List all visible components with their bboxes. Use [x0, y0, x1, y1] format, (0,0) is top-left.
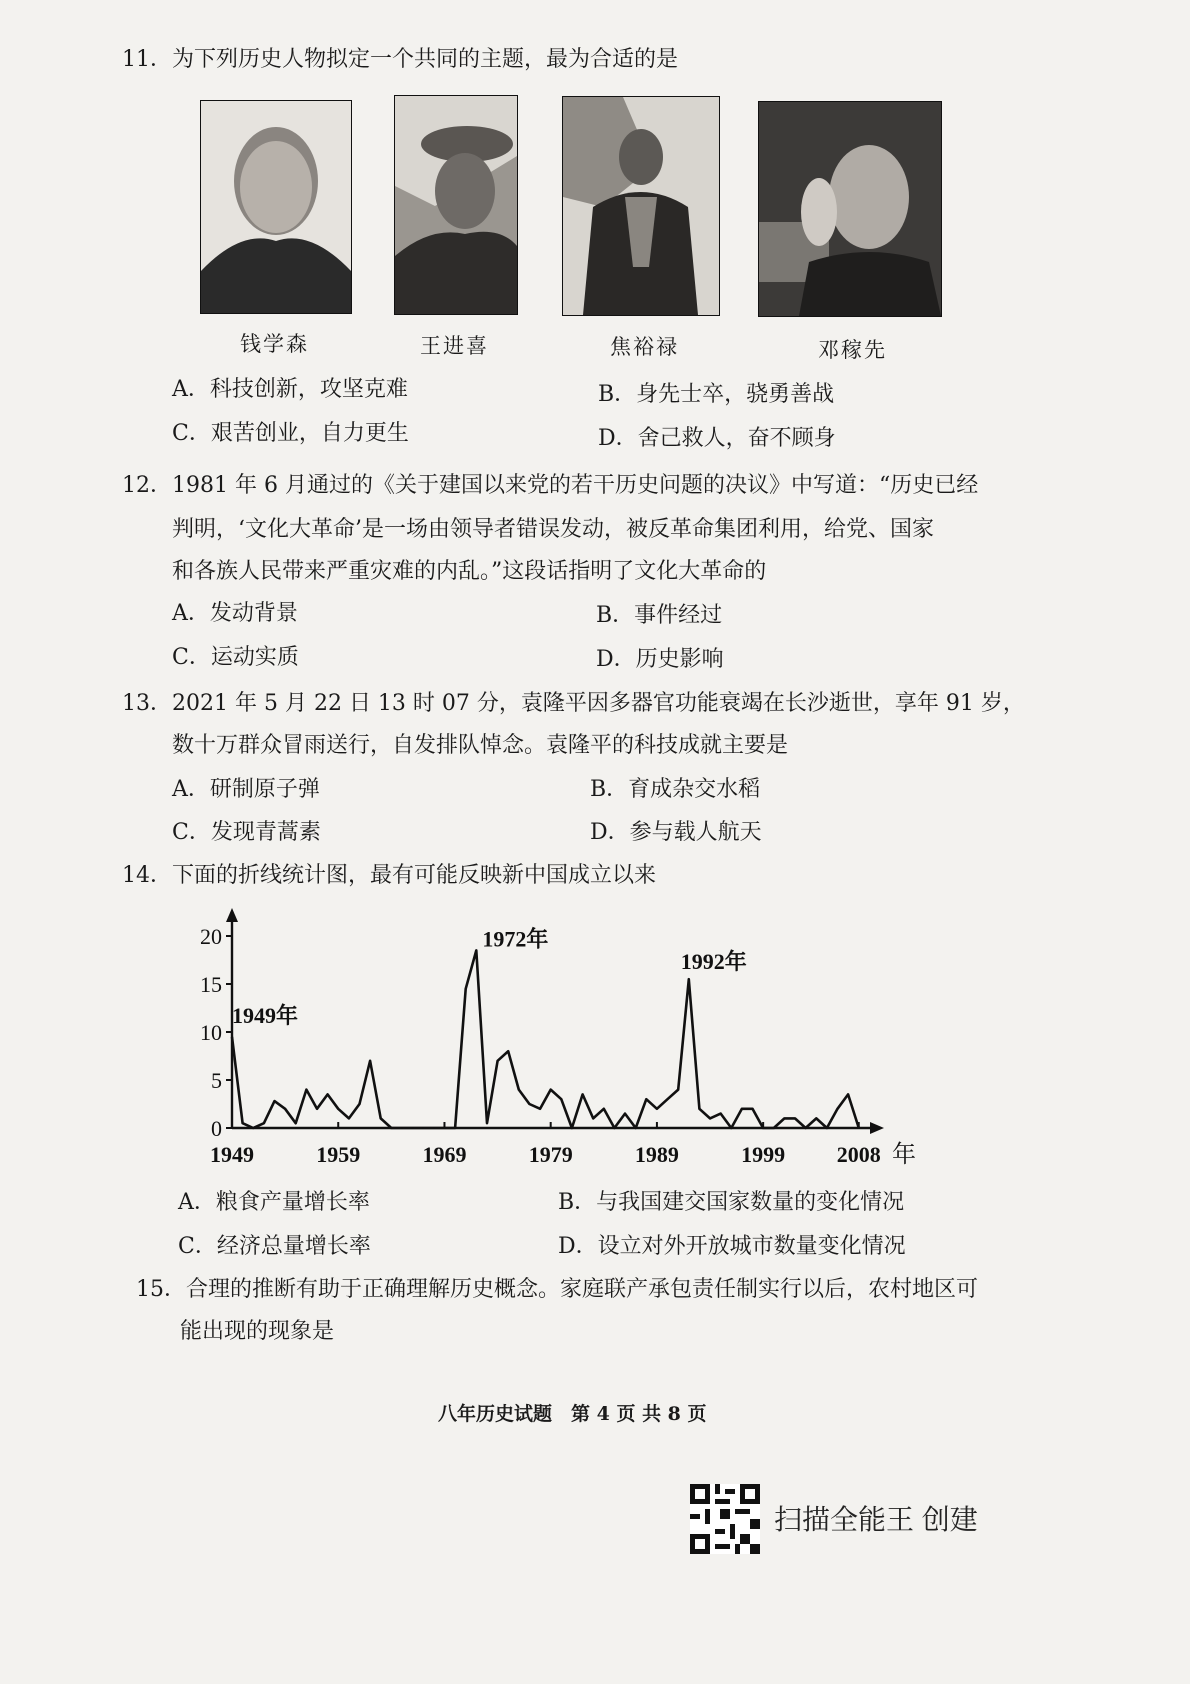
portrait-icon	[563, 97, 719, 315]
q11-option-d[interactable]: D．舍己救人，奋不顾身	[598, 426, 836, 451]
data-point	[858, 1127, 860, 1129]
data-point	[677, 1089, 679, 1091]
q13-option-d[interactable]: D．参与载人航天	[590, 820, 762, 845]
data-point	[507, 1050, 509, 1052]
y-tick-label: 20	[200, 924, 222, 949]
chart-annotation: 1949年	[232, 1002, 299, 1028]
data-point	[380, 1118, 382, 1120]
data-point	[465, 988, 467, 990]
q14-option-b[interactable]: B．与我国建交国家数量的变化情况	[558, 1190, 905, 1215]
chart-annotation: 1972年	[482, 926, 549, 952]
data-point	[762, 1127, 764, 1129]
data-point	[815, 1118, 817, 1120]
data-point	[327, 1094, 329, 1096]
q11-option-c[interactable]: C．艰苦创业，自力更生	[172, 421, 409, 446]
caption-person-3: 焦裕禄	[610, 335, 679, 359]
data-point	[231, 1036, 233, 1038]
data-point	[720, 1113, 722, 1115]
y-tick-label: 10	[200, 1020, 222, 1045]
x-tick-label: 1989	[634, 1142, 679, 1167]
portrait-icon	[759, 102, 941, 316]
x-axis-label: 年	[892, 1142, 916, 1168]
x-tick-label: 1959	[316, 1142, 361, 1167]
q13-option-a[interactable]: A．研制原子弹	[172, 777, 320, 802]
data-point	[529, 1103, 531, 1105]
data-point	[401, 1127, 403, 1129]
scanner-watermark-text: 扫描全能王 创建	[774, 1504, 978, 1535]
data-point	[561, 1098, 563, 1100]
data-point	[741, 1108, 743, 1110]
data-point	[571, 1127, 573, 1129]
series-line	[232, 950, 859, 1128]
q12-option-d[interactable]: D．历史影响	[596, 647, 724, 672]
q11-option-b[interactable]: B．身先士卒，骁勇善战	[598, 382, 835, 407]
data-point	[624, 1113, 626, 1115]
data-point	[784, 1118, 786, 1120]
q11-option-a[interactable]: A．科技创新，攻坚克难	[172, 377, 408, 402]
data-point	[476, 950, 478, 952]
data-point	[242, 1122, 244, 1124]
data-point	[263, 1122, 265, 1124]
data-point	[826, 1127, 828, 1129]
qr-code-icon	[690, 1484, 760, 1554]
data-point	[391, 1127, 393, 1129]
line-chart	[190, 900, 930, 1190]
data-point	[709, 1118, 711, 1120]
chart-annotation: 1992年	[680, 949, 747, 975]
caption-person-1: 钱学森	[240, 332, 309, 356]
data-point	[518, 1089, 520, 1091]
x-tick-label: 1969	[422, 1142, 467, 1167]
data-point	[316, 1108, 318, 1110]
data-point	[635, 1127, 637, 1129]
q12-option-a[interactable]: A．发动背景	[172, 601, 298, 626]
x-tick-label: 1999	[741, 1142, 786, 1167]
data-point	[486, 1122, 488, 1124]
photo-wang-jinxi	[394, 95, 518, 315]
q12-option-b[interactable]: B．事件经过	[596, 603, 723, 628]
x-tick-label: 1979	[528, 1142, 573, 1167]
chart-annotations	[232, 926, 747, 1027]
q12-line-1: 12．1981 年 6 月通过的《关于建国以来党的若干历史问题的决议》中写道：“历史已经	[122, 473, 979, 498]
q14-stem: 14．下面的折线统计图，最有可能反映新中国成立以来	[122, 863, 656, 888]
photo-jiao-yulu	[562, 96, 720, 316]
data-point	[252, 1127, 254, 1129]
data-point	[550, 1089, 552, 1091]
data-point	[645, 1098, 647, 1100]
caption-person-4: 邓稼先	[818, 338, 887, 362]
x-axis-arrow-icon	[870, 1122, 884, 1134]
data-point	[348, 1118, 350, 1120]
y-tick-label: 5	[211, 1068, 222, 1093]
data-point	[699, 1108, 701, 1110]
data-point	[603, 1108, 605, 1110]
q14-option-a[interactable]: A．粮食产量增长率	[178, 1190, 370, 1215]
data-point	[274, 1100, 276, 1102]
q15-line-1: 15．合理的推断有助于正确理解历史概念。家庭联产承包责任制实行以后，农村地区可	[136, 1277, 978, 1302]
page-footer: 八年历史试题 第 4 页 共 8 页	[438, 1403, 707, 1425]
data-point	[837, 1108, 839, 1110]
q15-line-2: 能出现的现象是	[180, 1319, 335, 1344]
data-point	[497, 1060, 499, 1062]
data-point	[730, 1127, 732, 1129]
data-point	[422, 1127, 424, 1129]
data-point	[667, 1098, 669, 1100]
data-point	[582, 1094, 584, 1096]
q12-line-2: 判明，‘文化大革命’是一场由领导者错误发动，被反革命集团利用，给党、国家	[172, 517, 934, 542]
data-point	[454, 1127, 456, 1129]
caption-person-2: 王进喜	[420, 334, 489, 358]
data-point	[614, 1127, 616, 1129]
q14-option-d[interactable]: D．设立对外开放城市数量变化情况	[558, 1234, 906, 1259]
portrait-icon	[395, 96, 517, 314]
data-point	[359, 1103, 361, 1105]
data-point	[688, 978, 690, 980]
data-point	[306, 1089, 308, 1091]
y-axis-arrow-icon	[226, 908, 238, 922]
portrait-icon	[201, 101, 351, 313]
data-point	[847, 1094, 849, 1096]
data-point	[773, 1127, 775, 1129]
q12-line-3: 和各族人民带来严重灾难的内乱。”这段话指明了文化大革命的	[172, 559, 767, 584]
data-point	[656, 1108, 658, 1110]
data-point	[752, 1108, 754, 1110]
data-point	[433, 1127, 435, 1129]
data-point	[794, 1118, 796, 1120]
q14-option-c[interactable]: C．经济总量增长率	[178, 1234, 371, 1259]
y-tick-label: 15	[200, 972, 222, 997]
x-tick-label: 1949	[210, 1142, 254, 1167]
data-point	[444, 1127, 446, 1129]
data-point	[295, 1122, 297, 1124]
y-tick-label: 0	[211, 1116, 222, 1141]
photo-deng-jiaxian	[758, 101, 942, 317]
data-point	[805, 1127, 807, 1129]
data-point	[284, 1108, 286, 1110]
data-point	[412, 1127, 414, 1129]
photo-qian-xuesen	[200, 100, 352, 314]
data-point	[337, 1108, 339, 1110]
x-tick-label: 2008	[836, 1142, 881, 1167]
data-point	[592, 1118, 594, 1120]
q13-line-1: 13．2021 年 5 月 22 日 13 时 07 分，袁隆平因多器官功能衰竭在长沙逝世，享年 91 岁，	[122, 691, 1025, 716]
y-tick-labels	[200, 924, 232, 1141]
q13-option-c[interactable]: C．发现青蒿素	[172, 820, 321, 845]
q13-line-2: 数十万群众冒雨送行，自发排队悼念。袁隆平的科技成就主要是	[172, 733, 789, 758]
q11-stem: 11．为下列历史人物拟定一个共同的主题，最为合适的是	[122, 47, 678, 72]
data-point	[539, 1108, 541, 1110]
q12-option-c[interactable]: C．运动实质	[172, 645, 299, 670]
q13-option-b[interactable]: B．育成杂交水稻	[590, 777, 761, 802]
data-point	[369, 1060, 371, 1062]
